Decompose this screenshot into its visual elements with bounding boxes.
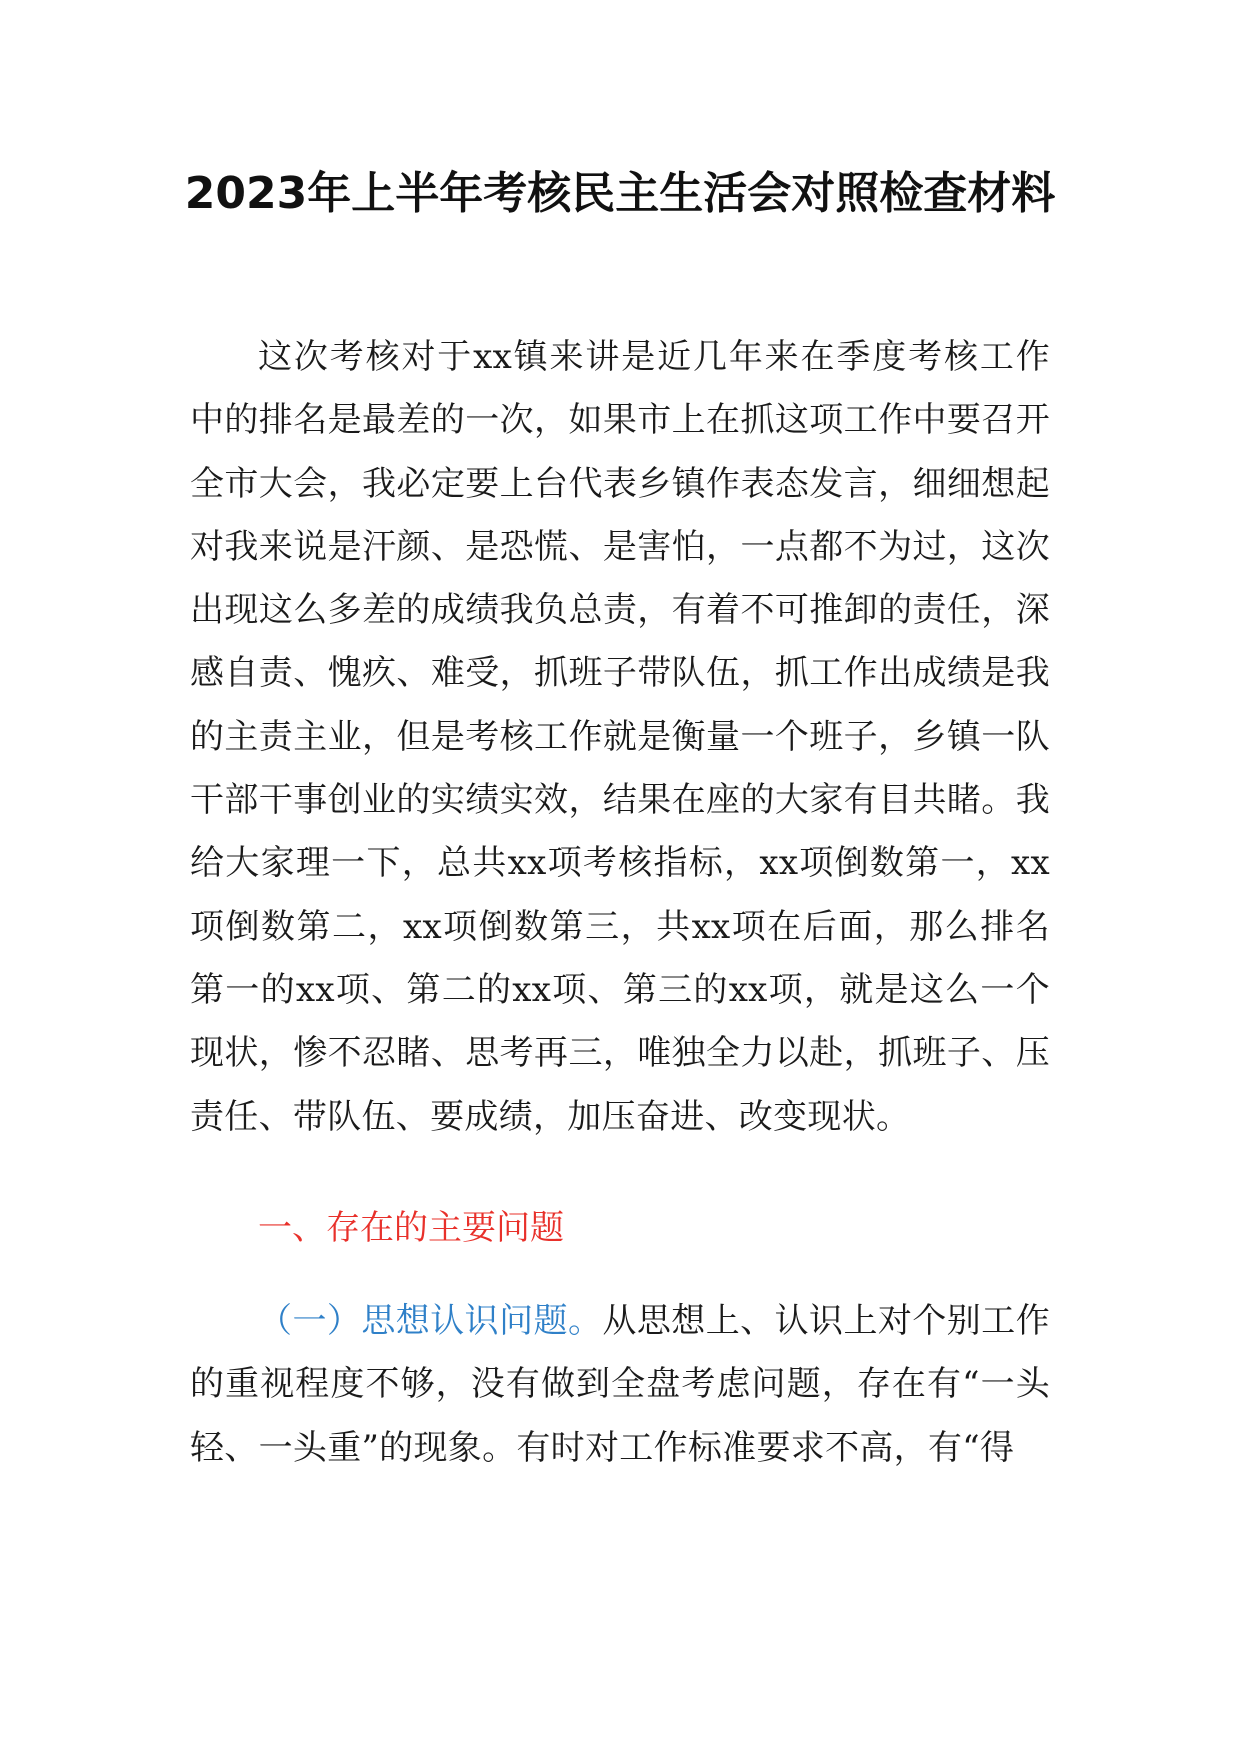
section-heading: 一、存在的主要问题: [258, 1208, 564, 1248]
document-title: 2023年上半年考核民主生活会对照检查材料: [184, 168, 1056, 219]
subsection-paragraph: [190, 1290, 1050, 1480]
subsection-heading: （一）思想认识问题。: [258, 1301, 603, 1341]
intro-paragraph: 这次考核对于xx镇来讲是近几年来在季度考核工作中的排名是最差的一次，如果市上在抓这项工作中要召开全市大会，我必定要上台代表乡镇作表态发言，细细想起对我来说是汗颜、是恐慌、是害怕，一点都不为过，这次出现这么多差的成绩我负总责，有着不可推卸的责任，深感自责、愧疚、难受，抓班子带队伍，抓工作出成绩是我的主责主业，但是考核工作就是衡量一个班子，乡镇一队干部干事创业的实绩实效，结果在座的大家有目共睹。我给大家理一下，总共xx项考核指标，xx项倒数第一，xx项倒数第二，xx项倒数第三，共xx项在后面，那么排名第一的xx项、第二的xx项、第三的xx项，就是这么一个现状，惨不忍睹、思考再三，唯独全力以赴，抓班子、压责任、带队伍、要成绩，加压奋进、改变现状。: [190, 337, 1050, 1137]
subsection-body: 从思想上、认识上对个别工作的重视程度不够，没有做到全盘考虑问题，存在有“一头轻、一头重”的现象。有时对工作标准要求不高，有“得: [190, 1301, 1050, 1468]
